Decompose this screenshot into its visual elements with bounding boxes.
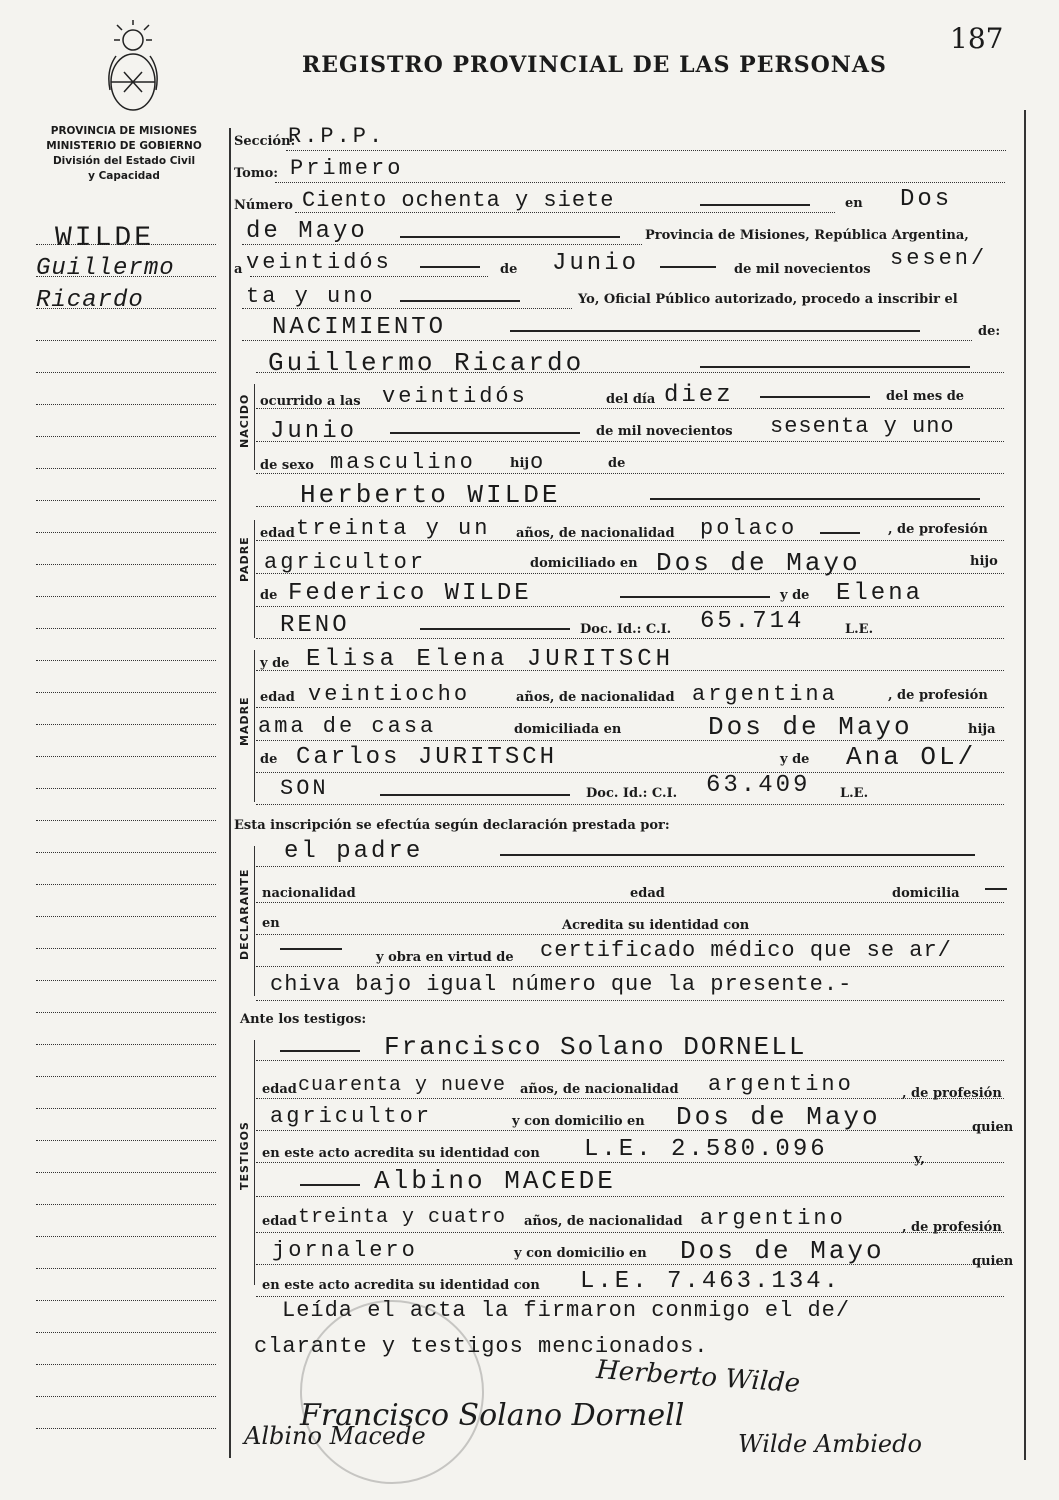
section-bracket	[254, 520, 255, 638]
section-bracket	[254, 384, 255, 470]
label-de-3: de	[608, 456, 626, 471]
label-nacionalidad-decl: nacionalidad	[262, 886, 356, 901]
entry-madre-ci: 63.409	[706, 772, 811, 799]
agency-line: y Capacidad	[88, 170, 160, 182]
fill-stroke	[820, 532, 860, 534]
dotted-line	[275, 182, 1005, 183]
fill-stroke	[390, 432, 580, 434]
dotted-line	[256, 866, 1004, 867]
entry-madre-edad: veintiocho	[308, 682, 471, 707]
label-ante-testigos: Ante los testigos:	[240, 1012, 367, 1027]
label-profesion-t1: , de profesión	[902, 1086, 1002, 1101]
entry-t2-prof: jornalero	[272, 1238, 418, 1263]
label-acredita-decl: Acredita su identidad con	[562, 918, 750, 933]
dotted-line	[256, 1098, 1004, 1099]
entry-obra-1: certificado médico que se ar/	[540, 938, 952, 963]
fill-stroke	[510, 330, 920, 332]
margin-line	[36, 788, 216, 789]
entry-padre-nombre: Herberto WILDE	[300, 480, 561, 510]
dotted-line	[256, 804, 1004, 805]
label-en-este-t2: en este acto acredita su identidad con	[262, 1278, 540, 1293]
margin-line	[36, 1140, 216, 1141]
label-del-dia: del día	[606, 392, 656, 407]
entry-madre-prof: ama de casa	[258, 714, 437, 739]
margin-line	[36, 756, 216, 757]
label-domiciliada: domiciliada en	[514, 722, 622, 737]
margin-line	[36, 884, 216, 885]
label-de-madre-padre: de	[260, 752, 278, 767]
dotted-line	[256, 1264, 1004, 1265]
entry-padre-dom: Dos de Mayo	[656, 548, 861, 578]
margin-line	[36, 852, 216, 853]
entry-dia: veintidós	[246, 250, 392, 275]
label-doc-madre: Doc. Id.: C.I.	[586, 786, 678, 801]
label-sexo: de sexo	[260, 458, 314, 473]
label-en-este-t1: en este acto acredita su identidad con	[262, 1146, 540, 1161]
margin-line	[36, 820, 216, 821]
label-de-colon: de:	[978, 324, 1001, 339]
entry-t1-doc: L.E. 2.580.096	[584, 1136, 828, 1163]
margin-line	[36, 1204, 216, 1205]
margin-line	[36, 404, 216, 405]
margin-line	[36, 532, 216, 533]
margin-line	[36, 1076, 216, 1077]
margin-line	[36, 1300, 216, 1301]
signature-oficial: Wilde Ambiedo	[738, 1430, 922, 1458]
margin-line	[36, 308, 216, 309]
coat-of-arms	[102, 20, 164, 120]
entry-t2-dom: Dos de Mayo	[680, 1236, 885, 1266]
label-hijo: hijo	[970, 554, 998, 569]
entry-madre-nac: argentina	[692, 682, 838, 707]
label-le-padre: L.E.	[845, 622, 874, 637]
margin-line	[36, 372, 216, 373]
label-de-padre-padre: de	[260, 588, 278, 603]
fill-stroke	[380, 794, 570, 796]
entry-lugar-2: de Mayo	[246, 218, 368, 245]
label-hij: hij	[510, 456, 530, 471]
entry-t2-edad: treinta y cuatro	[298, 1206, 507, 1229]
label-declarante: DECLARANTE	[238, 868, 251, 960]
label-obra: y obra en virtud de	[376, 950, 514, 965]
entry-madre-nombre: Elisa Elena JURITSCH	[306, 646, 675, 673]
margin-line	[36, 500, 216, 501]
label-del-mes: del mes de	[886, 389, 965, 404]
dotted-line	[256, 772, 1004, 773]
label-de: de	[500, 262, 518, 277]
label-anos-nac-t1: años, de nacionalidad	[520, 1082, 679, 1097]
dotted-line	[256, 1296, 1004, 1297]
margin-line	[36, 468, 216, 469]
label-y-de-padre: y de	[780, 588, 810, 603]
margin-line	[36, 436, 216, 437]
margin-line	[36, 724, 216, 725]
fill-stroke	[620, 596, 770, 598]
agency-line: MINISTERIO DE GOBIERNO	[46, 140, 202, 152]
entry-padre-ci: 65.714	[700, 608, 805, 635]
label-le-madre: L.E.	[840, 786, 869, 801]
label-profesion-madre: , de profesión	[888, 688, 988, 703]
label-anos-nac-padre: años, de nacionalidad	[516, 526, 675, 541]
dotted-line	[256, 966, 1004, 967]
margin-line	[36, 916, 216, 917]
entry-padre-madre-1: Elena	[836, 580, 924, 607]
fill-stroke	[280, 1050, 360, 1052]
dotted-line	[256, 1130, 1004, 1131]
entry-en-lugar: Dos	[900, 186, 953, 213]
dotted-line	[256, 408, 1004, 409]
fill-stroke	[760, 396, 870, 398]
label-ocurrido: ocurrido a las	[260, 394, 361, 409]
margin-line	[36, 276, 216, 277]
form-border-right	[1024, 110, 1026, 1460]
signature-testigo-1: Francisco Solano Dornell	[300, 1398, 685, 1433]
entry-t2-nac: argentino	[700, 1206, 846, 1231]
section-bracket	[254, 846, 255, 996]
label-domicilio-t1: y con domicilio en	[512, 1114, 645, 1129]
agency-line: División del Estado Civil	[52, 155, 196, 167]
fill-stroke	[660, 266, 716, 268]
page-number: 187	[950, 22, 1004, 55]
entry-madre-dom: Dos de Mayo	[708, 712, 913, 742]
label-anos-nac-madre: años, de nacionalidad	[516, 690, 675, 705]
label-y-de-madre-madre: y de	[780, 752, 810, 767]
dotted-line	[256, 1232, 1004, 1233]
entry-anio-1: sesen/	[890, 246, 988, 271]
fill-stroke	[985, 888, 1007, 890]
official-stamp	[300, 1300, 484, 1484]
fill-stroke	[300, 1184, 360, 1186]
margin-line	[36, 1332, 216, 1333]
entry-mes: Junio	[552, 250, 640, 277]
entry-acto: NACIMIENTO	[272, 314, 447, 341]
dotted-line	[256, 441, 1004, 442]
entry-anio-2: ta y uno	[246, 284, 376, 309]
signature-padre: Herberto Wilde	[595, 1354, 802, 1400]
label-quien-t2: quien	[972, 1254, 1014, 1269]
fill-stroke	[400, 236, 620, 238]
dotted-line	[256, 638, 1004, 639]
entry-t2-nombre: Albino MACEDE	[374, 1166, 616, 1196]
label-edad-padre: edad	[260, 526, 295, 541]
entry-t1-nac: argentino	[708, 1072, 854, 1097]
entry-padre-padre: Federico WILDE	[288, 580, 532, 607]
dotted-line	[256, 707, 1004, 708]
label-doc-padre: Doc. Id.: C.I.	[580, 622, 672, 637]
label-en-decl: en	[262, 916, 280, 931]
entry-declarante: el padre	[284, 838, 424, 865]
dotted-line	[256, 1196, 1004, 1197]
entry-t1-prof: agricultor	[270, 1104, 433, 1129]
label-numero: Número	[234, 198, 293, 213]
dotted-line	[250, 276, 488, 277]
fill-stroke	[700, 366, 970, 368]
margin-line	[36, 1396, 216, 1397]
signature-testigo-2: Albino Macede	[244, 1422, 426, 1450]
label-tomo: Tomo:	[234, 166, 279, 181]
margin-line	[36, 660, 216, 661]
margin-line	[36, 340, 216, 341]
label-madre: MADRE	[238, 696, 251, 746]
label-a: a	[234, 262, 243, 277]
label-padre: PADRE	[238, 536, 251, 582]
entry-anio-nac: sesenta y uno	[770, 414, 955, 439]
label-edad-madre: edad	[260, 690, 295, 705]
entry-madre-padre: Carlos JURITSCH	[296, 744, 558, 771]
entry-padre-madre-2: RENO	[280, 612, 350, 639]
margin-line	[36, 1236, 216, 1237]
fill-stroke	[700, 204, 810, 206]
fill-stroke	[280, 948, 342, 950]
fill-stroke	[420, 266, 480, 268]
section-bracket	[254, 1040, 255, 1285]
entry-t1-edad: cuarenta y nueve	[298, 1074, 507, 1097]
label-esta-inscripcion: Esta inscripción se efectúa según declaración prestada por:	[234, 818, 670, 833]
label-yo: Yo, Oficial Público autorizado, procedo a inscribir el	[578, 292, 958, 307]
label-quien-t1: quien	[972, 1120, 1014, 1135]
margin-line	[36, 596, 216, 597]
margin-line	[36, 1044, 216, 1045]
margin-middle-name: Ricardo	[36, 287, 144, 314]
fill-stroke	[400, 300, 520, 302]
entry-padre-prof: agricultor	[264, 550, 427, 575]
label-y-de-madre: y de	[260, 656, 290, 671]
entry-t1-nombre: Francisco Solano DORNELL	[384, 1032, 807, 1062]
entry-madre-madre-1: Ana OL/	[846, 742, 977, 772]
dotted-line	[256, 934, 1004, 935]
entry-padre-nac: polaco	[700, 516, 798, 541]
margin-line	[36, 692, 216, 693]
margin-line	[36, 1172, 216, 1173]
dotted-line	[256, 1000, 1004, 1001]
label-edad-t1: edad	[262, 1082, 297, 1097]
entry-cierre-2: clarante y testigos mencionados.	[254, 1334, 709, 1359]
label-domicilia-decl: domicilia	[892, 886, 960, 901]
entry-t2-doc: L.E. 7.463.134.	[580, 1268, 842, 1295]
entry-seccion: R.P.P.	[288, 124, 386, 149]
margin-line	[36, 1012, 216, 1013]
label-domicilio-t2: y con domicilio en	[514, 1246, 647, 1261]
label-mil-novecientos-2: de mil novecientos	[596, 424, 733, 439]
label-anos-nac-t2: años, de nacionalidad	[524, 1214, 683, 1229]
form-border-left	[229, 128, 231, 1458]
label-domiciliado: domiciliado en	[530, 556, 638, 571]
section-bracket	[254, 650, 255, 802]
margin-line	[36, 1108, 216, 1109]
entry-numero: Ciento ochenta y siete	[302, 188, 615, 213]
margin-line	[36, 564, 216, 565]
margin-line	[36, 628, 216, 629]
dotted-line	[286, 150, 1006, 151]
margin-surname: WILDE	[55, 223, 155, 254]
margin-line	[36, 244, 216, 245]
label-profesion-t2: , de profesión	[902, 1220, 1002, 1235]
entry-madre-madre-2: SON	[280, 776, 329, 801]
entry-sexo: masculino	[330, 450, 476, 475]
entry-obra-2: chiva bajo igual número que la presente.-	[270, 972, 853, 997]
label-mil-novecientos: de mil novecientos	[734, 262, 871, 277]
margin-line	[36, 1364, 216, 1365]
label-edad-decl: edad	[630, 886, 665, 901]
margin-line	[36, 1268, 216, 1269]
entry-mes-nac: Junio	[270, 418, 358, 445]
fill-stroke	[420, 628, 570, 630]
entry-cierre-1: Leída el acta la firmaron conmigo el de/	[282, 1298, 851, 1323]
entry-padre-edad: treinta y un	[296, 516, 491, 541]
page-title: REGISTRO PROVINCIAL DE LAS PERSONAS	[302, 52, 887, 78]
fill-stroke	[650, 498, 980, 500]
agency-line: PROVINCIA DE MISIONES	[50, 125, 198, 137]
label-en: en	[845, 196, 863, 211]
entry-tomo: Primero	[290, 156, 404, 181]
label-seccion: Sección:	[234, 134, 296, 149]
fill-stroke	[500, 854, 975, 856]
label-y-comma: y,	[914, 1152, 925, 1167]
margin-given-name: Guillermo	[36, 255, 175, 282]
agency-block	[36, 124, 212, 184]
entry-hora: veintidós	[382, 384, 528, 409]
label-profesion-padre: , de profesión	[888, 522, 988, 537]
label-edad-t2: edad	[262, 1214, 297, 1229]
dotted-line	[256, 902, 1004, 903]
entry-t1-dom: Dos de Mayo	[676, 1102, 881, 1132]
label-provincia: Provincia de Misiones, República Argentina,	[645, 228, 969, 243]
entry-nombre: Guillermo Ricardo	[268, 348, 585, 378]
entry-dia-nac: diez	[664, 382, 734, 409]
label-nacido: NACIDO	[238, 393, 251, 448]
label-testigos: TESTIGOS	[238, 1121, 251, 1190]
label-hija: hija	[968, 722, 996, 737]
margin-line	[36, 948, 216, 949]
margin-line	[36, 980, 216, 981]
margin-line	[36, 1428, 216, 1429]
entry-hij-suffix: o	[530, 450, 547, 475]
